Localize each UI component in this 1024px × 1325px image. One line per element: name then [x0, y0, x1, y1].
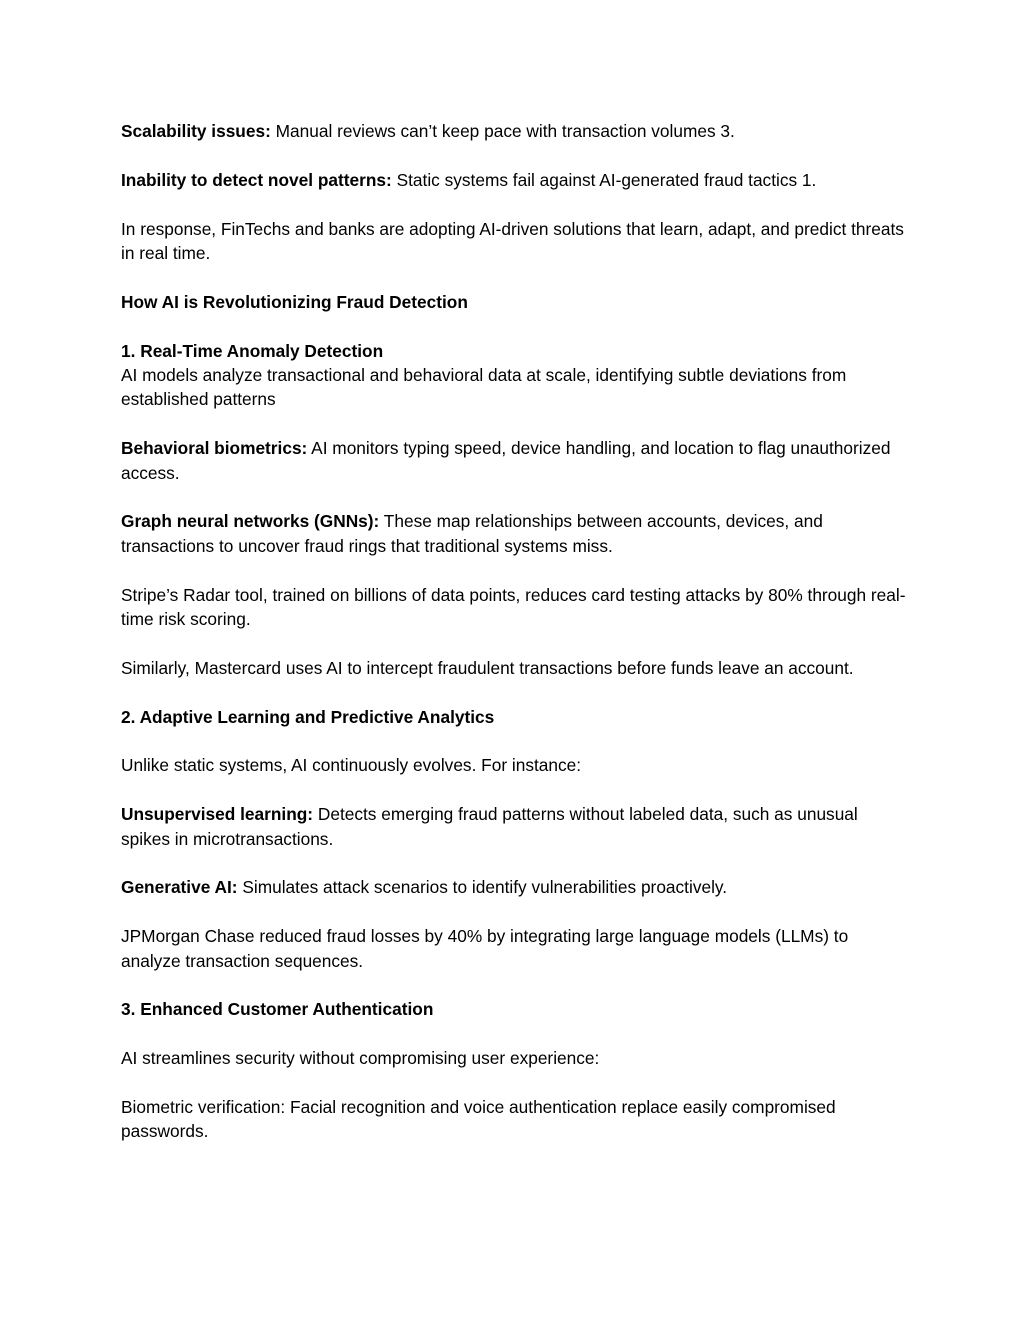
paragraph-ai-streamlines: AI streamlines security without compromising user experience: [121, 1048, 600, 1069]
heading-customer-authentication: 3. Enhanced Customer Authentication [121, 999, 434, 1020]
term-generative-ai: Generative AI: [121, 877, 238, 898]
term-novel-patterns: Inability to detect novel patterns: [121, 169, 392, 190]
text-scalability: Manual reviews can’t keep pace with transaction volumes 3. [270, 121, 735, 141]
text-gnns: These map relationships between accounts, devices, and transactions to uncover fraud rings that traditional systems miss. [121, 511, 823, 556]
text-generative-ai: Simulates attack scenarios to identify vulnerabilities proactively. [237, 877, 728, 898]
paragraph-unlike-static: Unlike static systems, AI continuously evolves. For instance: [121, 755, 582, 776]
paragraph-unsupervised-learning [121, 802, 911, 851]
text-unsupervised-learning: Detects emerging fraud patterns without labeled data, such as unusual spikes in microtransactions. [121, 804, 858, 849]
paragraph-gnns [121, 509, 911, 558]
paragraph-stripe-radar: Stripe’s Radar tool, trained on billions of data points, reduces card testing attacks by 80% through real-time risk scoring. [121, 584, 906, 630]
term-unsupervised-learning: Unsupervised learning: [121, 804, 314, 825]
heading-adaptive-learning: 2. Adaptive Learning and Predictive Analytics [121, 706, 495, 727]
document-page [121, 119, 911, 1168]
heading-real-time-anomaly: 1. Real-Time Anomaly Detection [121, 340, 384, 361]
paragraph-novel-patterns [121, 168, 911, 192]
paragraph-mastercard: Similarly, Mastercard uses AI to intercept fraudulent transactions before funds leave an account. [121, 657, 854, 678]
paragraph-biometric-verification: Biometric verification: Facial recognition and voice authentication replace easily compromised passwords. [121, 1097, 836, 1142]
paragraph-behavioral-biometrics [121, 436, 911, 485]
term-scalability: Scalability issues: [121, 121, 271, 141]
text-novel-patterns: Static systems fail against AI-generated fraud tactics 1. [391, 169, 817, 190]
text-behavioral-biometrics: AI monitors typing speed, device handling, and location to flag unauthorized access. [121, 438, 891, 483]
paragraph-ai-models: AI models analyze transactional and behavioral data at scale, identifying subtle deviations from established patterns [121, 365, 847, 410]
term-behavioral-biometrics: Behavioral biometrics: [121, 438, 308, 459]
paragraph-generative-ai [121, 875, 911, 899]
term-gnns: Graph neural networks (GNNs): [121, 511, 380, 532]
paragraph-in-response: In response, FinTechs and banks are adopting AI-driven solutions that learn, adapt, and predict threats in real time. [121, 218, 904, 263]
heading-how-ai: How AI is Revolutionizing Fraud Detection [121, 291, 468, 312]
paragraph-jpmorgan: JPMorgan Chase reduced fraud losses by 40% by integrating large language models (LLMs) to analyze transaction sequences. [121, 926, 849, 971]
paragraph-scalability [121, 119, 911, 143]
